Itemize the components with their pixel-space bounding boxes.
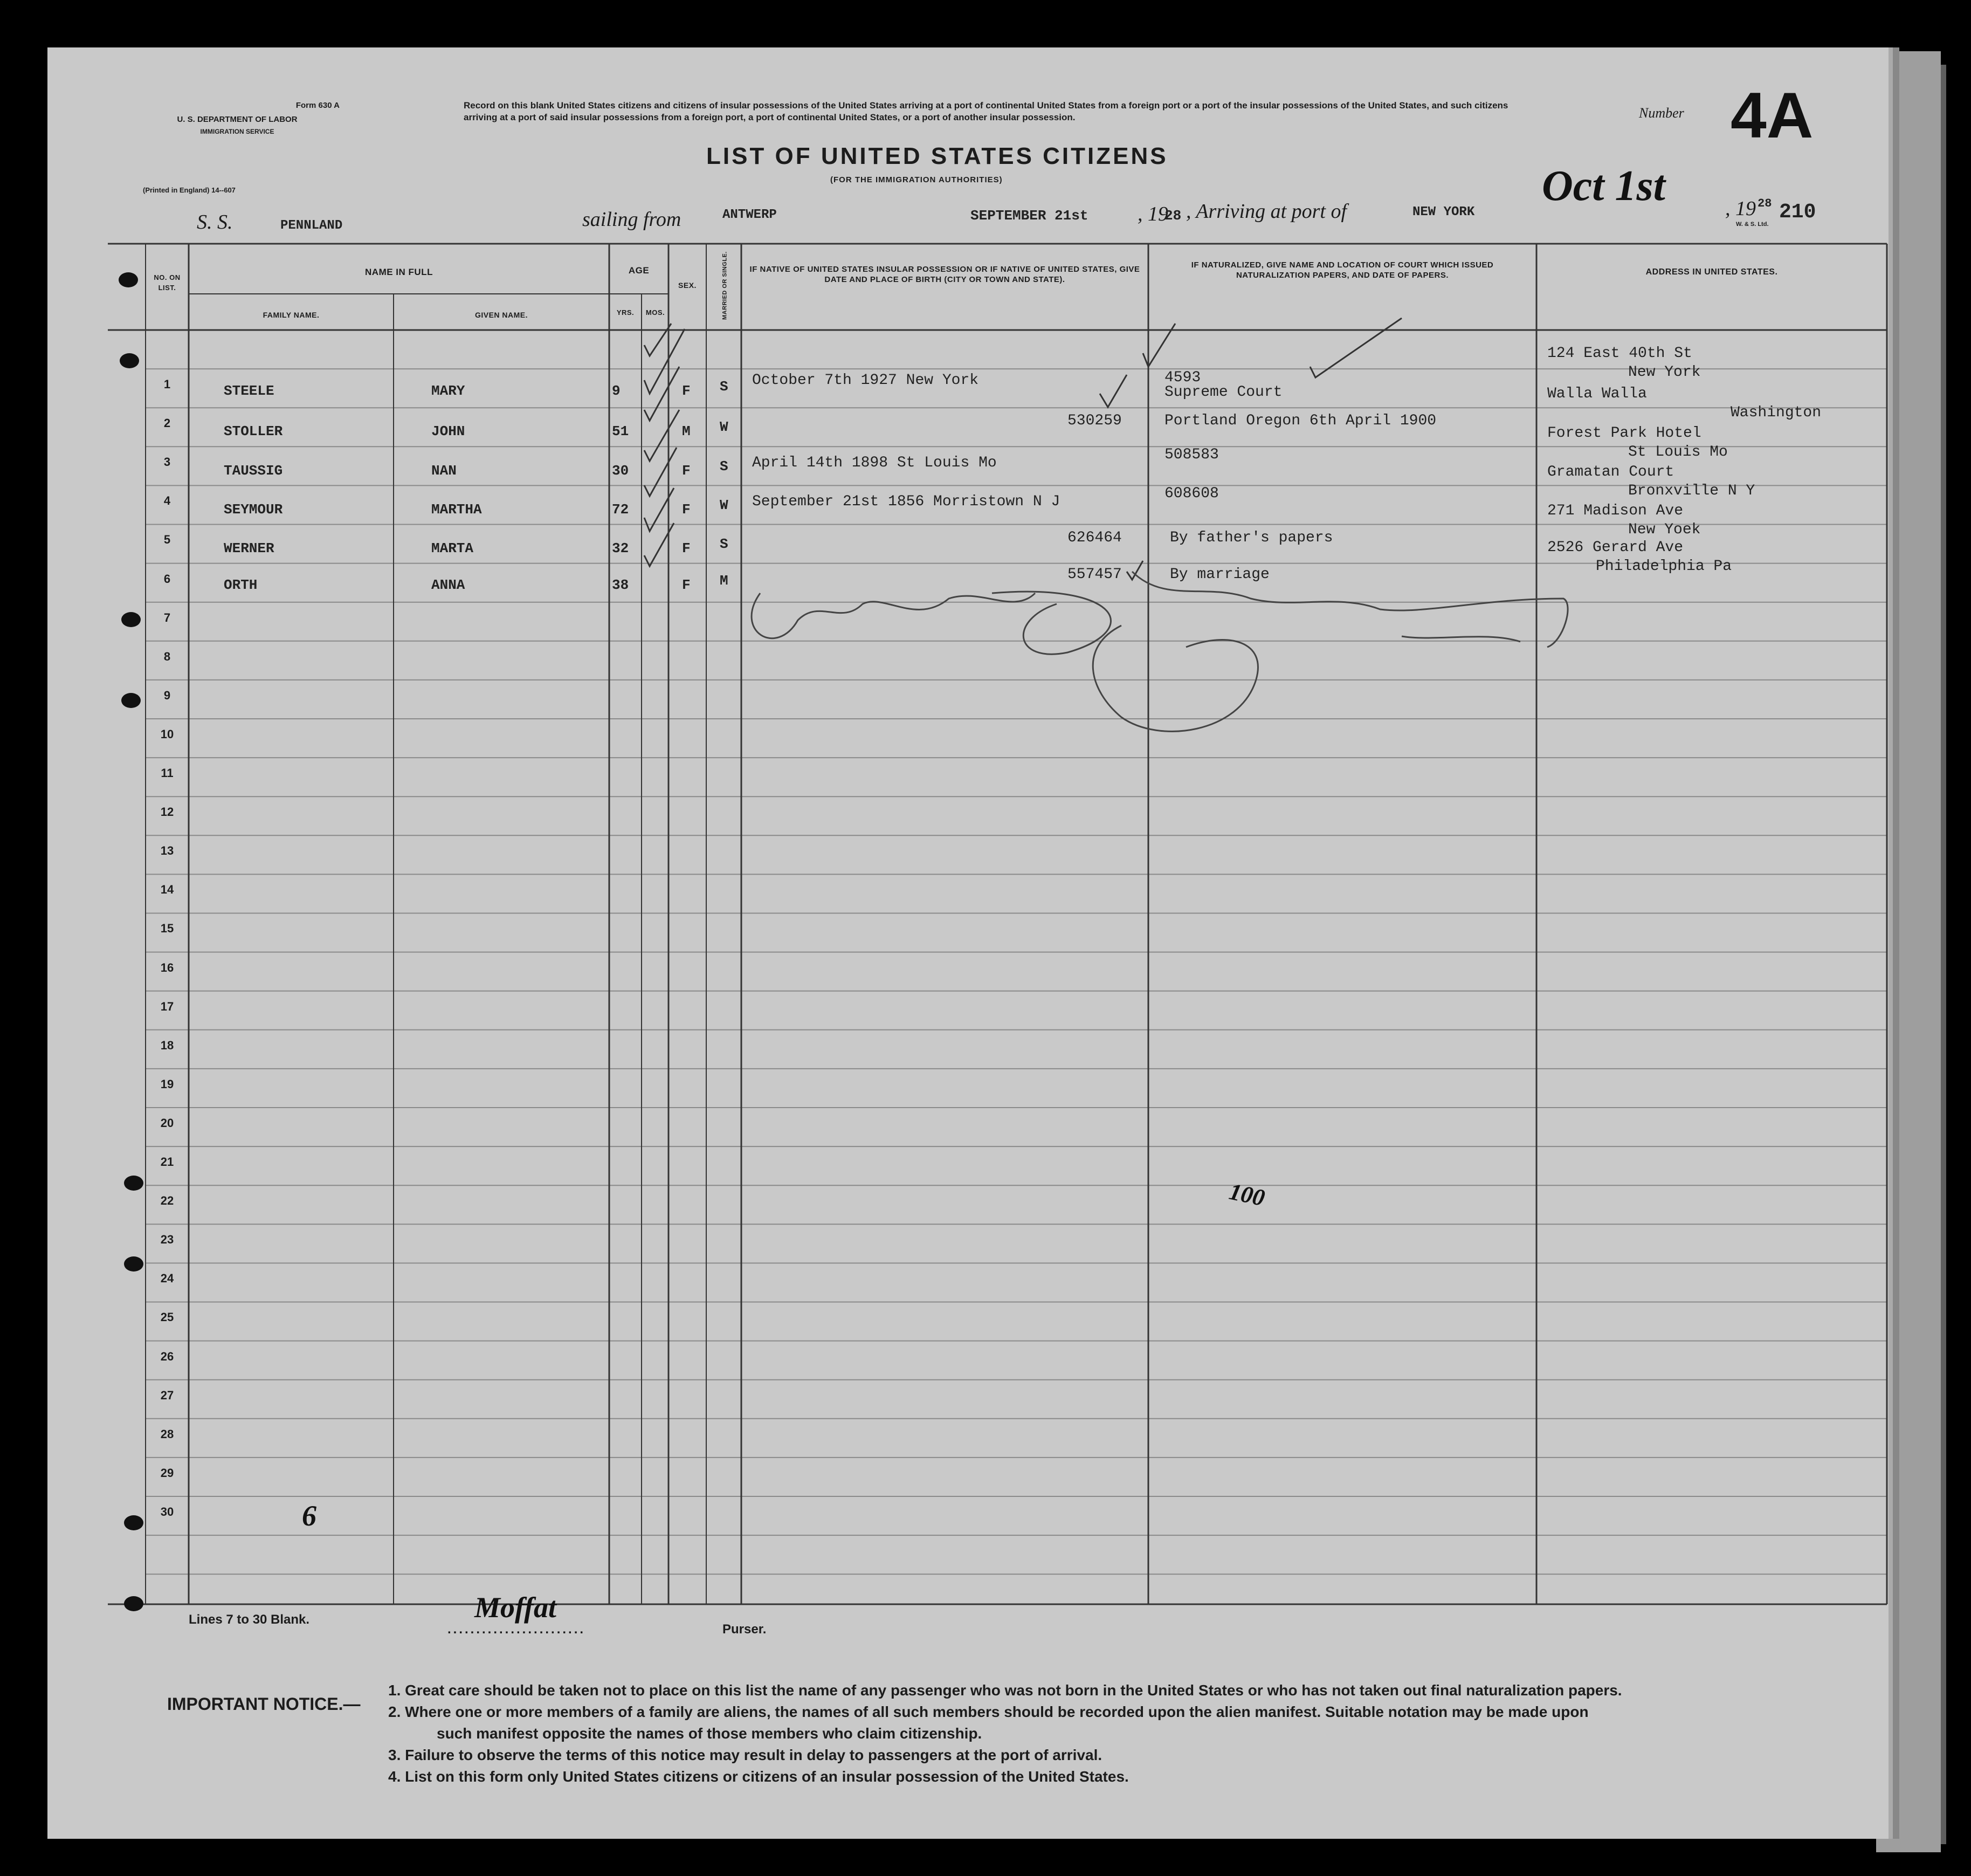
married-cell: S bbox=[720, 379, 728, 395]
service: IMMIGRATION SERVICE bbox=[200, 128, 274, 135]
row-number: 23 bbox=[160, 1233, 174, 1247]
binder-hole bbox=[120, 353, 139, 368]
col-native: IF NATIVE OF UNITED STATES INSULAR POSSESSION OR IF NATIVE OF UNITED STATES, GIVE DATE AND PLACE OF BIRTH (CITY OR TOWN AND STATE). bbox=[749, 265, 1140, 284]
row-number: 1 bbox=[163, 377, 171, 391]
col-address: ADDRESS IN UNITED STATES. bbox=[1645, 267, 1778, 277]
age-cell: 32 bbox=[612, 540, 629, 556]
sex-cell: F bbox=[682, 463, 691, 479]
binder-hole bbox=[124, 1176, 143, 1191]
row-number: 13 bbox=[160, 844, 174, 858]
row-number: 28 bbox=[160, 1427, 174, 1441]
naturalization-number-cell: 626464 bbox=[1067, 530, 1122, 546]
row-number: 11 bbox=[161, 766, 174, 780]
printed-note: (Printed in England) 14--607 bbox=[143, 186, 236, 194]
binder-hole bbox=[121, 612, 141, 627]
row-number: 3 bbox=[163, 455, 171, 469]
age-cell: 72 bbox=[612, 501, 629, 518]
row-number: 19 bbox=[160, 1077, 174, 1091]
birth-cell: April 14th 1898 St Louis Mo bbox=[752, 455, 997, 471]
sex-cell: F bbox=[682, 383, 691, 399]
row-number: 26 bbox=[160, 1349, 174, 1363]
stamp-number: 210 bbox=[1779, 201, 1816, 224]
binder-hole bbox=[121, 693, 141, 708]
given-name-cell: JOHN bbox=[431, 423, 465, 439]
naturalization-cell: By marriage bbox=[1170, 566, 1270, 583]
sex-cell: F bbox=[682, 501, 691, 518]
arrival-date: Oct 1st bbox=[1542, 162, 1665, 210]
inspection-scrawl bbox=[752, 572, 1568, 731]
form-id-block bbox=[210, 100, 340, 112]
age-cell: 30 bbox=[612, 463, 629, 479]
form-title: LIST OF UNITED STATES CITIZENS bbox=[706, 143, 1168, 169]
row-number: 9 bbox=[163, 688, 171, 702]
arrival-port: NEW YORK bbox=[1412, 205, 1475, 219]
col-yrs: YRS. bbox=[616, 308, 635, 317]
address-line1-cell: Forest Park Hotel bbox=[1547, 425, 1701, 442]
number-label: Number bbox=[1639, 105, 1684, 121]
row-number: 18 bbox=[160, 1038, 174, 1052]
married-cell: W bbox=[720, 497, 728, 513]
row-number: 4 bbox=[163, 494, 171, 508]
address-line1-cell: Walla Walla bbox=[1547, 386, 1647, 402]
row-number: 20 bbox=[160, 1116, 174, 1130]
row-number: 7 bbox=[163, 610, 171, 624]
given-name-cell: MARTA bbox=[431, 540, 474, 556]
naturalization-cell: Portland Oregon 6th April 1900 bbox=[1164, 413, 1437, 429]
col-married: MARRIED OR SINGLE. bbox=[721, 251, 728, 320]
sex-cell: M bbox=[682, 423, 691, 439]
arrival-year: 28 bbox=[1758, 197, 1772, 210]
col-name-in-full: NAME IN FULL bbox=[365, 267, 433, 277]
family-name-cell: WERNER bbox=[224, 540, 274, 556]
row-number: 16 bbox=[160, 960, 174, 974]
year-arrival-prefix: , 19 bbox=[1725, 197, 1756, 220]
binder-hole bbox=[124, 1515, 143, 1530]
given-name-cell: MARY bbox=[431, 383, 465, 399]
address-line2-cell: St Louis Mo bbox=[1628, 444, 1728, 461]
sailing-from: ANTWERP bbox=[722, 208, 777, 222]
married-cell: M bbox=[720, 573, 728, 589]
binder-hole bbox=[124, 1256, 143, 1272]
row-number: 29 bbox=[160, 1466, 174, 1480]
naturalization-cell: 508583 bbox=[1164, 446, 1219, 463]
row-number: 27 bbox=[160, 1388, 174, 1402]
ship-name: PENNLAND bbox=[280, 218, 343, 233]
col-mos: MOS. bbox=[645, 308, 665, 317]
address-line2-cell: Bronxville N Y bbox=[1628, 483, 1755, 499]
sex-cell: F bbox=[682, 540, 691, 556]
address-line1-cell: Gramatan Court bbox=[1547, 464, 1674, 480]
arriving-label: , Arriving at port of bbox=[1186, 200, 1347, 223]
form-instructions: Record on this blank United States citizens and citizens of insular possessions of the United States arriving at a port of continental United States from a foreign port or a port of the insular possessions of the United States, and such citizens arriving at a port of said insular possessions from a foreign port, a port of continental United States, or a port of another insular possession. bbox=[464, 100, 1508, 122]
col-given-name: GIVEN NAME. bbox=[474, 311, 528, 319]
row-number: 10 bbox=[160, 727, 174, 741]
family-name-cell: TAUSSIG bbox=[224, 463, 283, 479]
row-number: 6 bbox=[163, 572, 171, 586]
married-cell: S bbox=[720, 536, 728, 552]
blank-lines-note: Lines 7 to 30 Blank. bbox=[189, 1612, 310, 1627]
family-name-cell: STOLLER bbox=[224, 423, 283, 439]
row-number: 2 bbox=[163, 416, 171, 430]
ss-label: S. S. bbox=[197, 211, 233, 233]
department: U. S. DEPARTMENT OF LABOR bbox=[177, 115, 298, 124]
notice-item-2: 2. Where one or more members of a family are aliens, the names of all such members should be recorded upon the alien manifest. Suitable notation may be made upon bbox=[388, 1703, 1589, 1720]
col-age: AGE bbox=[628, 265, 650, 276]
address-line1-cell: 271 Madison Ave bbox=[1547, 503, 1684, 519]
row-number: 8 bbox=[163, 649, 171, 663]
col-naturalized: IF NATURALIZED, GIVE NAME AND LOCATION OF COURT WHICH ISSUED NATURALIZATION PAPERS, AND DATE OF PAPERS. bbox=[1191, 260, 1494, 280]
binder-hole bbox=[119, 272, 138, 287]
printer-mark: W. & S. Ltd. bbox=[1736, 221, 1769, 228]
row-number: 30 bbox=[160, 1504, 174, 1518]
address-line1-cell: 124 East 40th St bbox=[1547, 345, 1692, 362]
row-number: 5 bbox=[163, 533, 171, 547]
count-annotation: 100 bbox=[1226, 1178, 1267, 1212]
col-family-name: FAMILY NAME. bbox=[263, 311, 320, 319]
address-line2-cell: New Yoek bbox=[1628, 521, 1701, 538]
purser-dots: ........................ bbox=[447, 1622, 586, 1637]
age-cell: 9 bbox=[612, 383, 621, 399]
notice-item-1: 1. Great care should be taken not to place on this list the name of any passenger who was not born in the United States or who has not taken out final naturalization papers. bbox=[388, 1682, 1622, 1699]
naturalization-number-cell: 557457 bbox=[1067, 566, 1122, 583]
address-line2-cell: New York bbox=[1628, 364, 1701, 381]
col-no: NO. ON LIST. bbox=[154, 273, 181, 292]
sailing-label: sailing from bbox=[582, 208, 681, 231]
row-number: 22 bbox=[160, 1194, 174, 1208]
notice-item-4: 4. List on this form only United States citizens or citizens of an insular possession of the United States. bbox=[388, 1768, 1129, 1785]
given-name-cell: MARTHA bbox=[431, 501, 482, 518]
naturalization-court-cell: Supreme Court bbox=[1164, 384, 1283, 401]
sailing-year: 28 bbox=[1164, 208, 1182, 224]
address-line2-cell: Philadelphia Pa bbox=[1596, 558, 1732, 575]
married-cell: W bbox=[720, 419, 728, 435]
birth-cell: October 7th 1927 New York bbox=[752, 372, 979, 389]
age-cell: 38 bbox=[612, 577, 629, 593]
naturalization-number-cell: 530259 bbox=[1067, 413, 1122, 429]
naturalization-cell: 608608 bbox=[1164, 485, 1219, 502]
age-cell: 51 bbox=[612, 423, 629, 439]
naturalization-cell: By father's papers bbox=[1170, 530, 1333, 546]
row-number: 17 bbox=[160, 999, 174, 1013]
sailing-date: SEPTEMBER 21st bbox=[970, 208, 1088, 224]
row-number: 15 bbox=[160, 922, 174, 936]
tally-annotation: 6 bbox=[302, 1500, 316, 1532]
married-cell: S bbox=[720, 458, 728, 475]
year-prefix: , 19 bbox=[1138, 203, 1168, 225]
address-line2-cell: Washington bbox=[1731, 404, 1822, 421]
naturalization-cell: 4593 bbox=[1164, 369, 1201, 386]
department-block bbox=[124, 113, 350, 138]
col-sex: SEX. bbox=[678, 281, 697, 290]
row-number: 25 bbox=[160, 1310, 174, 1324]
purser-signature: Moffat bbox=[474, 1591, 557, 1624]
notice-label: IMPORTANT NOTICE.— bbox=[167, 1694, 361, 1714]
form-id: Form 630 A bbox=[295, 101, 340, 110]
family-name-cell: ORTH bbox=[224, 577, 258, 593]
family-name-cell: STEELE bbox=[224, 383, 274, 399]
list-number: 4A bbox=[1731, 79, 1814, 152]
family-name-cell: SEYMOUR bbox=[224, 501, 283, 518]
row-number: 24 bbox=[160, 1272, 174, 1286]
purser-label: Purser. bbox=[722, 1622, 767, 1637]
form-subtitle: (FOR THE IMMIGRATION AUTHORITIES) bbox=[830, 175, 1003, 184]
row-number: 14 bbox=[160, 883, 174, 897]
address-line1-cell: 2526 Gerard Ave bbox=[1547, 539, 1684, 556]
birth-cell: September 21st 1856 Morristown N J bbox=[752, 493, 1060, 510]
binder-hole bbox=[124, 1596, 143, 1611]
notice-item-3: 3. Failure to observe the terms of this notice may result in delay to passengers at the port of arrival. bbox=[388, 1747, 1102, 1763]
notice-item-2-cont: such manifest opposite the names of those members who claim citizenship. bbox=[437, 1725, 982, 1742]
given-name-cell: NAN bbox=[431, 463, 457, 479]
given-name-cell: ANNA bbox=[431, 577, 465, 593]
sex-cell: F bbox=[682, 577, 691, 593]
row-number: 12 bbox=[160, 805, 174, 819]
row-number: 21 bbox=[160, 1155, 174, 1169]
